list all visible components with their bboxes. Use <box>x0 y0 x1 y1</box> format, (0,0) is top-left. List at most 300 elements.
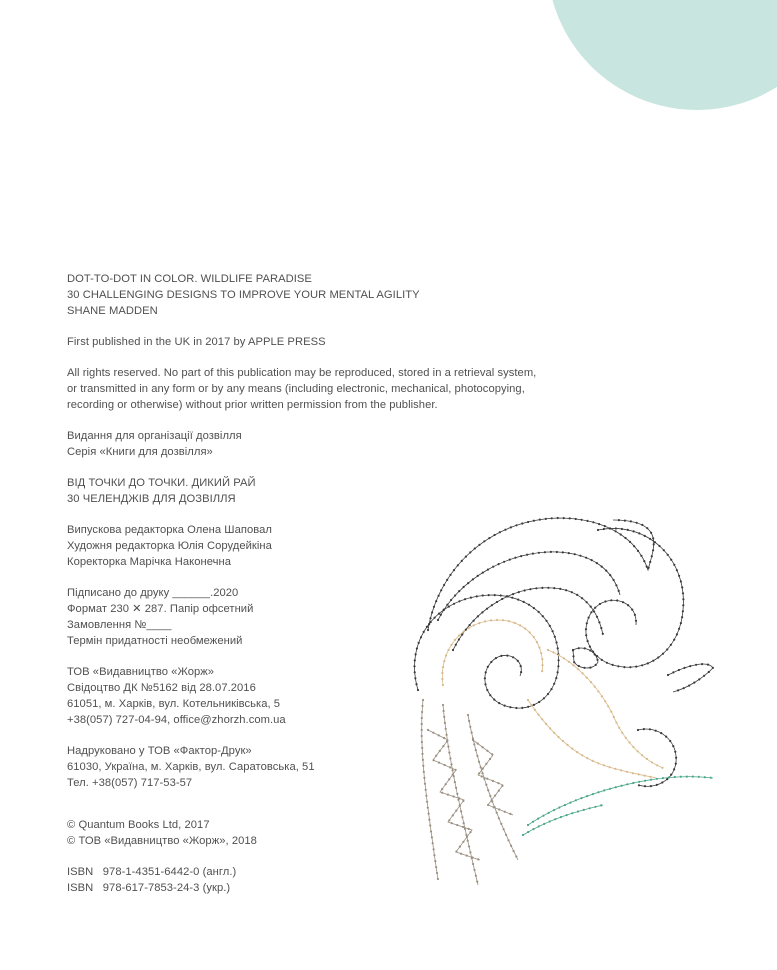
english-title-block <box>67 271 537 319</box>
dot-point <box>621 528 623 530</box>
dot-point <box>547 587 549 589</box>
dot-point <box>471 732 473 734</box>
dot-point <box>588 617 590 619</box>
dot-point <box>616 599 618 601</box>
dot-point <box>443 737 445 739</box>
dot-point <box>682 592 684 594</box>
dot-point <box>554 818 556 820</box>
dot-point <box>630 520 632 522</box>
dot-point <box>447 746 449 748</box>
dot-point <box>454 781 456 783</box>
dot-point <box>491 604 493 606</box>
dot-point <box>680 580 682 582</box>
dot-point <box>454 594 456 596</box>
edition-block <box>67 428 537 460</box>
dot-point <box>644 785 646 787</box>
dot-point <box>703 675 705 677</box>
dot-point <box>476 881 478 883</box>
dot-point <box>487 804 489 806</box>
dot-point <box>656 764 658 766</box>
dot-point <box>498 808 500 810</box>
editor-line: Художня редакторка Юлія Сорудейкіна <box>67 540 272 552</box>
dot-point <box>596 616 598 618</box>
dot-point <box>578 665 580 667</box>
dot-point <box>617 665 619 667</box>
dot-point <box>456 793 458 795</box>
dot-point <box>569 802 571 804</box>
print-detail-line: Замовлення №____ <box>67 619 172 631</box>
dot-point <box>422 759 424 761</box>
dot-point <box>467 627 469 629</box>
dot-point <box>490 619 492 621</box>
neck-left <box>422 700 438 880</box>
rights-block <box>67 365 537 413</box>
dot-point <box>465 629 467 631</box>
dot-point <box>520 665 522 667</box>
publisher-line: 61051, м. Харків, вул. Котельниківська, 5 <box>67 698 281 710</box>
dot-point <box>673 768 675 770</box>
dot-point <box>594 686 596 688</box>
printer-line: Надруковано у ТОВ «Фактор-Друк» <box>67 745 252 757</box>
dot-point <box>462 800 464 802</box>
dot-point <box>476 755 478 757</box>
dot-point <box>592 651 594 653</box>
dot-point <box>649 776 651 778</box>
dot-point <box>442 684 444 686</box>
dot-point <box>584 647 586 649</box>
series-line: Серія «Книги для дозвілля» <box>67 446 213 458</box>
dot-point <box>555 641 557 643</box>
dot-point <box>457 564 459 566</box>
dot-point <box>428 813 430 815</box>
dot-point <box>675 757 677 759</box>
dot-point <box>467 714 469 716</box>
dot-point <box>487 666 489 668</box>
dot-point <box>441 678 443 680</box>
dot-point <box>455 850 457 852</box>
dot-point <box>549 820 551 822</box>
dot-point <box>498 790 500 792</box>
dot-point <box>456 824 458 826</box>
dot-point <box>626 771 628 773</box>
dot-point <box>451 822 453 824</box>
dot-point <box>480 766 482 768</box>
dot-point <box>416 647 418 649</box>
dot-point <box>563 657 565 659</box>
dot-point <box>435 866 437 868</box>
dot-point <box>610 711 612 713</box>
dot-point <box>435 600 437 602</box>
dot-point <box>593 610 595 612</box>
dot-point <box>435 755 437 757</box>
dot-point <box>433 606 435 608</box>
dot-point <box>550 688 552 690</box>
dot-point <box>475 749 477 751</box>
dot-point <box>510 526 512 528</box>
dot-point <box>603 789 605 791</box>
dot-point <box>469 831 471 833</box>
dot-point <box>614 768 616 770</box>
dot-point <box>415 683 417 685</box>
dot-point <box>583 809 585 811</box>
dot-point <box>553 587 555 589</box>
dot-point <box>581 597 583 599</box>
dot-point <box>462 841 464 843</box>
dot-point <box>643 560 645 562</box>
dot-point <box>452 769 454 771</box>
dot-point <box>425 789 427 791</box>
dot-point <box>462 826 464 828</box>
dot-point <box>441 672 443 674</box>
dot-point <box>641 524 643 526</box>
dot-point <box>458 638 460 640</box>
dot-point <box>446 734 448 736</box>
dot-point <box>443 609 445 611</box>
dot-point <box>583 667 585 669</box>
dot-point <box>427 807 429 809</box>
english-title: DOT-TO-DOT IN COLOR. WILDLIFE PARADISE <box>67 273 312 285</box>
print-detail-line: Формат 230 ✕ 287. Папір офсетний <box>67 603 254 615</box>
dot-point <box>481 611 483 613</box>
author-name: SHANE MADDEN <box>67 305 158 317</box>
dot-point <box>704 776 706 778</box>
dot-point <box>498 563 500 565</box>
dot-point <box>444 722 446 724</box>
dot-point <box>557 517 559 519</box>
dot-point <box>522 834 524 836</box>
dot-point <box>483 540 485 542</box>
dot-point <box>581 754 583 756</box>
dot-point <box>538 646 540 648</box>
dot-point <box>425 795 427 797</box>
dot-point <box>455 787 457 789</box>
dot-point <box>413 665 415 667</box>
dot-point <box>670 774 672 776</box>
dot-point <box>597 791 599 793</box>
eye-region <box>573 648 598 668</box>
publisher-line: ТОВ «Видавництво «Жорж» <box>67 666 215 678</box>
dot-point <box>438 595 440 597</box>
dot-point <box>592 521 594 523</box>
dot-point <box>443 716 445 718</box>
dot-point <box>467 582 469 584</box>
dot-point <box>618 519 620 521</box>
dot-point <box>526 554 528 556</box>
dot-point <box>589 807 591 809</box>
dot-point <box>466 855 468 857</box>
dot-point <box>637 550 639 552</box>
dot-point <box>576 594 578 596</box>
dot-point <box>442 666 444 668</box>
dot-point <box>477 575 479 577</box>
dot-point <box>450 763 452 765</box>
dot-point <box>505 834 507 836</box>
dot-point <box>452 773 454 775</box>
dot-point <box>448 752 450 754</box>
dot-point <box>707 664 709 666</box>
dot-point <box>559 588 561 590</box>
dot-point <box>586 757 588 759</box>
dot-point <box>594 653 596 655</box>
dot-point <box>592 760 594 762</box>
dot-point <box>533 607 535 609</box>
dot-point <box>558 659 560 661</box>
printer-line: Тел. +38(057) 717-53-57 <box>67 777 193 789</box>
dot-point <box>461 634 463 636</box>
dot-point <box>637 750 639 752</box>
dot-point <box>557 671 559 673</box>
dot-point <box>603 528 605 530</box>
dot-point <box>587 640 589 642</box>
dot-point <box>652 549 654 551</box>
ukrainian-subtitle: 30 ЧЕЛЕНДЖІВ ДЛЯ ДОЗВІЛЛЯ <box>67 493 236 505</box>
dot-point <box>581 519 583 521</box>
dot-point <box>558 654 560 656</box>
dot-point <box>460 853 462 855</box>
dot-point <box>627 529 629 531</box>
dot-point <box>672 745 674 747</box>
front-horn-curl <box>415 595 559 708</box>
dot-point <box>527 699 529 701</box>
dot-point <box>631 609 633 611</box>
copyright-line: © Quantum Books Ltd, 2017 <box>67 819 210 831</box>
dot-point <box>489 758 491 760</box>
isbn-line: ISBN 978-1-4351-6442-0 (англ.) <box>67 866 237 878</box>
dot-point <box>553 732 555 734</box>
dot-point <box>484 620 486 622</box>
dot-point <box>521 522 523 524</box>
dot-point <box>695 664 697 666</box>
dot-point <box>558 806 560 808</box>
dot-point <box>680 622 682 624</box>
dot-point <box>460 810 462 812</box>
dot-point <box>586 795 588 797</box>
dot-point <box>585 557 587 559</box>
dot-point <box>537 818 539 820</box>
dot-point <box>621 785 623 787</box>
dot-point <box>443 660 445 662</box>
dot-point <box>449 574 451 576</box>
dot-point <box>463 631 465 633</box>
dot-point <box>450 644 452 646</box>
dot-point <box>586 520 588 522</box>
dot-point <box>482 594 484 596</box>
dot-point <box>670 559 672 561</box>
dot-point <box>474 547 476 549</box>
dot-point <box>675 763 677 765</box>
dot-point <box>646 566 648 568</box>
dot-point <box>458 634 460 636</box>
dot-point <box>484 677 486 679</box>
dot-point <box>670 644 672 646</box>
dot-point <box>469 726 471 728</box>
dot-point <box>506 595 508 597</box>
dot-point <box>438 613 440 615</box>
dot-point <box>626 783 628 785</box>
dot-point <box>478 622 480 624</box>
dot-point <box>673 564 675 566</box>
publisher-line: Свідоцтво ДК №5162 від 28.07.2016 <box>67 682 256 694</box>
dot-point <box>660 732 662 734</box>
dot-point <box>591 559 593 561</box>
ukrainian-title: ВІД ТОЧКИ ДО ТОЧКИ. ДИКИЙ РАЙ <box>67 477 256 489</box>
dot-point <box>667 554 669 556</box>
dot-point <box>477 615 479 617</box>
dot-point <box>689 665 691 667</box>
dot-point <box>538 611 540 613</box>
dot-point <box>438 762 440 764</box>
dot-point <box>450 599 452 601</box>
grass-blade <box>528 777 713 825</box>
dot-point <box>414 671 416 673</box>
dot-point <box>464 828 466 830</box>
dot-point <box>473 620 475 622</box>
dot-point <box>681 616 683 618</box>
first-published: First published in the UK in 2017 by APPLE PRESS <box>67 336 326 348</box>
dot-point <box>442 745 444 747</box>
dot-point <box>512 656 514 658</box>
dot-point <box>422 699 424 701</box>
dot-point <box>629 541 631 543</box>
dot-point <box>615 786 617 788</box>
dot-point <box>428 819 430 821</box>
dot-point <box>497 782 499 784</box>
dot-point <box>473 869 475 871</box>
dot-point <box>443 584 445 586</box>
dot-point <box>445 783 447 785</box>
dot-point <box>615 584 617 586</box>
dot-point <box>676 633 678 635</box>
dot-point <box>624 520 626 522</box>
dot-point <box>487 789 489 791</box>
dot-point <box>552 630 554 632</box>
dot-point <box>529 588 531 590</box>
dot-point <box>441 792 443 794</box>
dot-point <box>655 730 657 732</box>
fleece-mid <box>453 588 603 650</box>
dot-point <box>511 597 513 599</box>
dot-point <box>476 595 478 597</box>
dot-point <box>470 597 472 599</box>
editor-line: Коректорка Марічка Наконечна <box>67 556 231 568</box>
dot-point <box>449 766 451 768</box>
isbn-line: ISBN 978-617-7853-24-3 (укр.) <box>67 882 231 894</box>
dot-point <box>615 721 617 723</box>
dot-point <box>657 656 659 658</box>
dot-point <box>441 788 443 790</box>
dot-point <box>532 828 534 830</box>
dot-point <box>421 717 423 719</box>
dot-point <box>545 518 547 520</box>
dot-point <box>486 750 488 752</box>
dot-point <box>469 551 471 553</box>
dot-point <box>483 778 485 780</box>
dot-point <box>589 646 591 648</box>
dot-point <box>478 761 480 763</box>
printer-line: 61030, Україна, м. Харків, вул. Саратовська, 51 <box>67 761 315 773</box>
dot-point <box>504 811 506 813</box>
dot-point <box>568 661 570 663</box>
dot-point <box>553 809 555 811</box>
dot-point <box>482 572 484 574</box>
dot-point <box>534 709 536 711</box>
dot-point <box>547 693 549 695</box>
dot-point <box>486 778 488 780</box>
dot-point <box>495 657 497 659</box>
print-detail-line: Термін придатності необмежений <box>67 635 243 647</box>
dot-point <box>573 664 575 666</box>
dot-point <box>469 851 471 853</box>
dot-point <box>688 685 690 687</box>
dot-point <box>562 551 564 553</box>
dot-point <box>431 836 433 838</box>
dot-point <box>557 647 559 649</box>
dot-point <box>632 782 634 784</box>
corner-decorative-circle <box>547 0 777 110</box>
dot-point <box>429 824 431 826</box>
dot-point <box>545 620 547 622</box>
dot-point <box>475 875 477 877</box>
dot-point <box>507 839 509 841</box>
dot-point <box>571 748 573 750</box>
rights-line: or transmitted in any form or by any means (including electronic, mechanical, photocopying, <box>67 383 525 395</box>
dot-point <box>632 746 634 748</box>
dot-point <box>423 771 425 773</box>
dot-point <box>472 578 474 580</box>
dot-point <box>420 636 422 638</box>
dot-point <box>548 812 550 814</box>
horn-spiral-outer <box>586 528 683 667</box>
dot-point <box>606 662 608 664</box>
dot-point <box>513 850 515 852</box>
dot-point <box>624 537 626 539</box>
english-subtitle: 30 CHALLENGING DESIGNS TO IMPROVE YOUR MENTAL AGILITY <box>67 289 420 301</box>
dot-point <box>512 593 514 595</box>
dot-point <box>625 737 627 739</box>
dot-point <box>541 664 543 666</box>
dot-point <box>514 557 516 559</box>
dot-point <box>481 775 483 777</box>
dot-point <box>433 848 435 850</box>
dot-point <box>682 598 684 600</box>
dot-point <box>492 566 494 568</box>
dot-point <box>536 641 538 643</box>
dot-point <box>484 683 486 685</box>
dot-point <box>579 555 581 557</box>
ear <box>668 664 713 692</box>
dot-point <box>682 610 684 612</box>
dot-point <box>432 842 434 844</box>
dot-point <box>482 746 484 748</box>
dot-point <box>421 711 423 713</box>
dot-point <box>543 823 545 825</box>
dot-point <box>615 527 617 529</box>
dot-point <box>601 695 603 697</box>
dot-point <box>609 527 611 529</box>
dot-point <box>578 647 580 649</box>
dot-point <box>609 574 611 576</box>
dot-point <box>646 527 648 529</box>
dot-point <box>468 720 470 722</box>
dot-point <box>577 668 579 670</box>
dot-point <box>486 689 488 691</box>
dot-point <box>537 714 539 716</box>
dot-point <box>515 524 517 526</box>
dot-point <box>447 649 449 651</box>
dot-point <box>590 606 592 608</box>
dot-point <box>500 823 502 825</box>
dot-point <box>601 659 603 661</box>
